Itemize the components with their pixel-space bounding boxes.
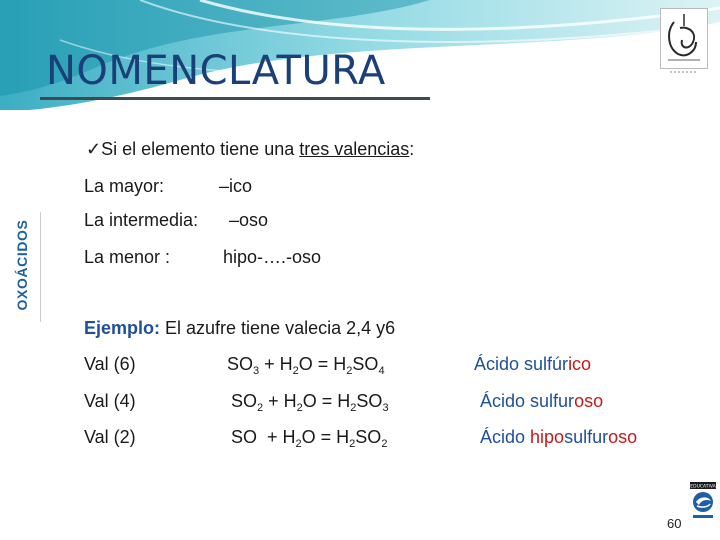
educativa-logo-icon	[688, 482, 718, 522]
valence-suffix-intermediate: –oso	[229, 210, 269, 230]
valence-label-major: La mayor:	[84, 176, 165, 196]
institution-logo-icon	[660, 8, 708, 78]
valence-suffix-minor: hipo-….-oso	[223, 247, 322, 267]
page-title: NOMENCLATURA	[46, 48, 386, 94]
row-valence: Val (4)	[84, 391, 136, 411]
row-equation: $SO_3 + H_2O = H_2SO_4$	[227, 354, 385, 377]
example-line	[84, 319, 395, 337]
rule-colon: :	[409, 139, 415, 159]
rule-statement	[86, 140, 414, 158]
row-equation: SO + $H_2O = H_2SO_2$	[231, 427, 388, 450]
rule-underlined: tres valencias	[299, 139, 410, 159]
row-acid-name: Ácido sulfúrico	[474, 354, 592, 374]
valence-label-intermediate: La intermedia:	[84, 210, 199, 230]
example-text: El azufre tiene valecia 2,4 y6	[160, 318, 396, 338]
valence-suffix-major: –ico	[219, 176, 253, 196]
side-section-label: OXOÁCIDOS	[14, 219, 30, 311]
side-divider	[40, 212, 41, 322]
logo-caption: EDUCATIVA	[690, 484, 716, 490]
row-valence: Val (2)	[84, 427, 136, 447]
row-valence: Val (6)	[84, 354, 136, 374]
valence-label-minor: La menor :	[84, 247, 171, 267]
row-acid-name: Ácido sulfuroso	[480, 391, 604, 411]
page-number: 60	[667, 516, 682, 531]
title-underline	[40, 97, 430, 100]
rule-text: Si el elemento tiene una	[101, 139, 300, 159]
row-equation: $SO_2 + H_2O = H_2SO_3$	[231, 391, 389, 414]
row-acid-name: Ácido hiposulfuroso	[480, 427, 638, 447]
check-icon: ✓	[86, 139, 102, 159]
example-label: Ejemplo:	[84, 318, 161, 338]
